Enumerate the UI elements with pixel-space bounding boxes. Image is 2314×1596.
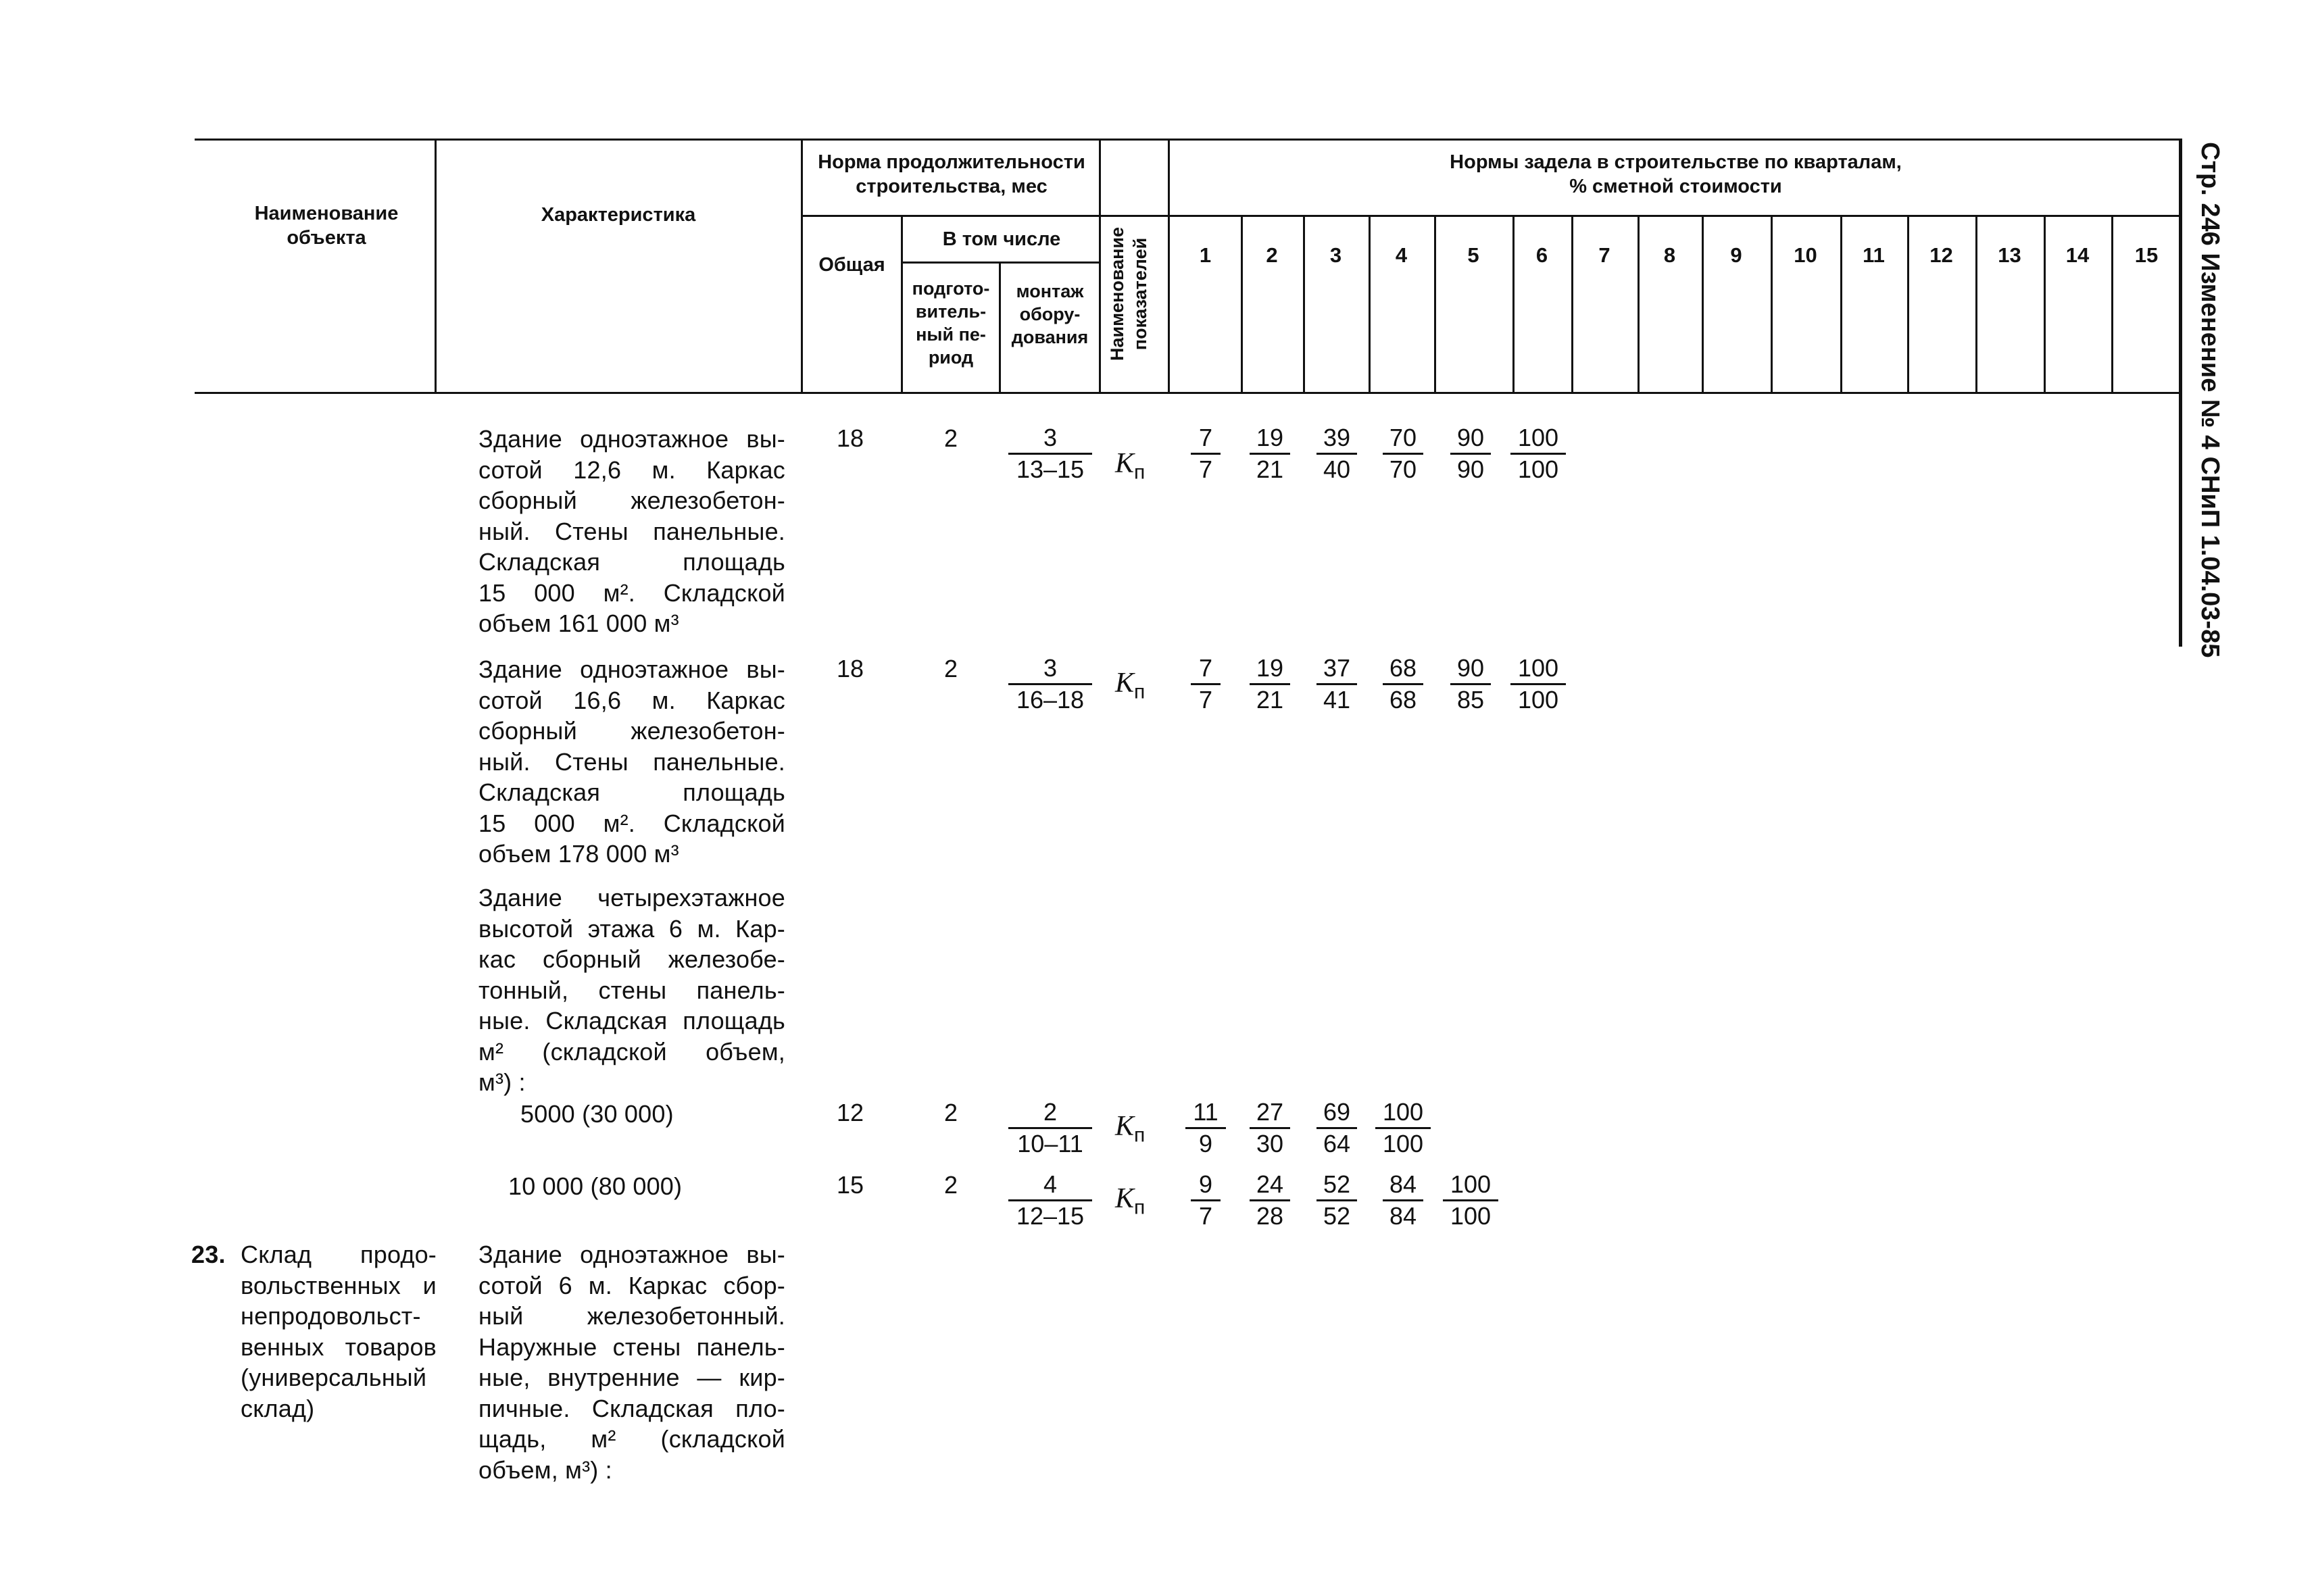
numerator: 24 (1256, 1170, 1284, 1198)
header-backlog-norms (1170, 150, 2182, 199)
quarter-number: 12 (1929, 243, 1953, 267)
quarter-number: 11 (1863, 243, 1885, 267)
text-line: щадь, м² (складской (478, 1425, 785, 1453)
denominator: 16–18 (1016, 686, 1085, 714)
row-4-prep: 2 (943, 1099, 958, 1126)
header-text: Нормы задела в строительстве по кварталам, (1450, 151, 1902, 173)
header-text: Наименование (1107, 226, 1127, 361)
numerator: 9 (1198, 1170, 1213, 1198)
quarter-col-rule (1434, 215, 1436, 393)
denominator: 85 (1456, 686, 1485, 714)
denominator: 68 (1389, 686, 1417, 714)
numerator: 3 (1043, 424, 1058, 451)
row-5-indicator (1115, 1182, 1145, 1219)
quarter-number: 3 (1329, 243, 1342, 267)
row-2-total: 18 (836, 655, 864, 682)
numerator: 69 (1323, 1098, 1351, 1126)
numerator: 100 (1450, 1170, 1492, 1198)
numerator: 19 (1256, 654, 1284, 682)
quarter-number: 15 (2134, 243, 2159, 267)
quarter-number: 6 (1535, 243, 1548, 267)
col-rule (435, 139, 437, 393)
text-line: объем, м³) : (478, 1455, 612, 1484)
text-line: Здание одноэтажное вы- (478, 425, 785, 453)
numerator: 90 (1456, 654, 1485, 682)
denominator: 41 (1323, 686, 1351, 714)
quarter-number: 2 (1266, 243, 1278, 267)
header-text: подгото- (912, 278, 990, 299)
numerator: 52 (1323, 1170, 1351, 1198)
text-line: сборный железобетон- (478, 487, 785, 514)
row-3-characteristic (478, 882, 785, 1098)
quarter-number: 14 (2065, 243, 2090, 267)
row-1-total: 18 (836, 424, 864, 452)
numerator: 100 (1517, 424, 1559, 451)
quarter-number: 7 (1598, 243, 1610, 267)
text-line: вольственных и (241, 1271, 437, 1299)
header-top-rule (195, 139, 2182, 141)
text-line: кас сборный железобе- (478, 945, 785, 973)
text-line: Складская площадь (478, 548, 785, 576)
quarter-number: 4 (1395, 243, 1408, 267)
numerator: 70 (1389, 424, 1417, 451)
header-object-name (222, 201, 431, 250)
row-4-install (1000, 1097, 1101, 1159)
text-line: пичные. Складская пло- (478, 1394, 785, 1422)
text-line: 10 000 (80 000) (508, 1172, 683, 1200)
denominator: 100 (1517, 686, 1559, 714)
denominator: 9 (1198, 1130, 1213, 1157)
denominator: 100 (1450, 1202, 1492, 1230)
denominator: 40 (1323, 455, 1351, 483)
denominator: 21 (1256, 455, 1284, 483)
denominator: 12–15 (1016, 1202, 1085, 1230)
text-line: 15 000 м². Складской (478, 578, 785, 607)
numerator: 19 (1256, 424, 1284, 451)
text-line: Складская площадь (478, 778, 785, 806)
row-6-number: 23. (191, 1241, 226, 1268)
indicator-symbol: K (1115, 668, 1135, 699)
header-text: объекта (287, 227, 366, 249)
text-line: 15 000 м². Складской (478, 809, 785, 837)
row-1-install (1000, 423, 1101, 484)
indicator-symbol: K (1115, 448, 1135, 479)
row-1-characteristic (478, 424, 785, 639)
row-2-prep: 2 (943, 655, 958, 682)
row-2-indicator (1115, 667, 1145, 703)
duration-divider (801, 215, 2182, 217)
denominator: 100 (1382, 1130, 1424, 1157)
numerator: 100 (1382, 1098, 1424, 1126)
header-indicator-name (1106, 209, 1152, 378)
header-text: показателей (1130, 237, 1150, 351)
quarter-number: 10 (1794, 243, 1817, 267)
numerator: 68 (1389, 654, 1417, 682)
header-text: монтаж (1016, 281, 1084, 301)
numerator: 39 (1323, 424, 1351, 451)
indicator-symbol: K (1115, 1111, 1135, 1142)
quarter-col-rule (1702, 215, 1704, 393)
text-line: Наружные стены панель- (478, 1332, 785, 1361)
quarter-col-rule (1638, 215, 1640, 393)
quarter-col-rule (1241, 215, 1243, 393)
quarter-number: 13 (1998, 243, 2021, 267)
numerator: 90 (1456, 424, 1485, 451)
header-bottom-rule (195, 392, 2182, 394)
denominator: 70 (1389, 455, 1417, 483)
quarter-number: 9 (1730, 243, 1742, 267)
text-line: объем 161 000 м³ (478, 609, 679, 637)
row-5-total: 15 (836, 1171, 864, 1199)
quarter-6-value (1487, 653, 1589, 715)
row-6-object-name (241, 1239, 437, 1424)
indicator-subscript: п (1134, 1124, 1146, 1147)
quarter-5-value (1420, 1170, 1521, 1231)
text-line: сотой 12,6 м. Каркас (478, 455, 785, 484)
quarter-6-value (1487, 423, 1589, 484)
quarter-col-rule (2044, 215, 2046, 393)
row-5-install (1000, 1170, 1101, 1231)
quarter-number: 5 (1467, 243, 1479, 267)
quarter-number: 8 (1663, 243, 1676, 267)
denominator: 21 (1256, 686, 1284, 714)
quarter-4-value (1352, 1097, 1454, 1159)
numerator: 84 (1389, 1170, 1417, 1198)
numerator: 100 (1517, 654, 1559, 682)
numerator: 27 (1256, 1098, 1284, 1126)
quarter-col-rule (1840, 215, 1842, 393)
row-2-characteristic (478, 654, 785, 870)
denominator: 7 (1198, 686, 1213, 714)
page-caption: Стр. 246 Изменение № 4 СНиП 1.04.03-85 (2196, 142, 2224, 658)
row-6-characteristic (478, 1239, 785, 1485)
header-text: строительства, мес (856, 176, 1048, 197)
header-characteristic: Характеристика (541, 204, 696, 226)
header-text: риод (928, 347, 974, 368)
quarter-col-rule (1907, 215, 1909, 393)
text-line: высотой этажа 6 м. Кар- (478, 914, 785, 943)
text-line: ные. Складская площадь (478, 1007, 785, 1034)
text-line: венных товаров (241, 1332, 437, 1361)
numerator: 37 (1323, 654, 1351, 682)
text-line: Склад продо- (241, 1241, 437, 1268)
denominator: 28 (1256, 1202, 1284, 1230)
quarter-number: 1 (1199, 243, 1212, 267)
denominator: 7 (1198, 455, 1213, 483)
denominator: 7 (1198, 1202, 1213, 1230)
text-line: ный. Стены панельные. (478, 517, 785, 545)
numerator: 2 (1043, 1098, 1058, 1126)
header-prep-period (903, 277, 999, 369)
text-line: ный железобетонный. (478, 1302, 785, 1330)
text-line: склад) (241, 1394, 315, 1422)
text-line: м² (складской объем, (478, 1037, 785, 1066)
row-4-characteristic (520, 1099, 791, 1130)
denominator: 13–15 (1016, 455, 1085, 483)
quarter-col-rule (1303, 215, 1305, 393)
numerator: 4 (1043, 1170, 1058, 1198)
row-4-indicator (1115, 1110, 1145, 1147)
text-line: (универсальный (241, 1364, 427, 1391)
header-total: Общая (818, 254, 885, 276)
quarter-col-rule (1975, 215, 1977, 393)
header-text: Норма продолжительности (818, 151, 1085, 173)
row-1-prep: 2 (943, 424, 958, 452)
indicator-subscript: п (1134, 461, 1146, 484)
text-line: Здание одноэтажное вы- (478, 655, 785, 683)
header-duration-norm (803, 150, 1100, 199)
denominator: 10–11 (1017, 1130, 1083, 1157)
text-line: тонный, стены панель- (478, 976, 785, 1004)
header-text: % сметной стоимости (1569, 176, 1782, 197)
quarter-col-rule (2111, 215, 2113, 393)
header-including: В том числе (942, 228, 1061, 250)
denominator: 90 (1456, 455, 1485, 483)
text-line: сотой 6 м. Каркас сбор- (478, 1271, 785, 1299)
text-line: ный. Стены панельные. (478, 747, 785, 776)
text-line: Здание четырехэтажное (478, 884, 785, 912)
header-text: витель- (915, 301, 987, 322)
text-line: сборный железобетон- (478, 717, 785, 745)
row-5-characteristic (508, 1171, 779, 1202)
numerator: 11 (1193, 1098, 1218, 1126)
denominator: 30 (1256, 1130, 1284, 1157)
quarter-col-rule (1771, 215, 1773, 393)
text-line: объем 178 000 м³ (478, 840, 679, 868)
header-text: Наименование (254, 203, 399, 224)
text-line: ные, внутренние — кир- (478, 1364, 785, 1391)
header-text: ный пе- (916, 324, 986, 345)
quarter-col-rule (1369, 215, 1371, 393)
text-line: Здание одноэтажное вы- (478, 1241, 785, 1268)
header-text: обору- (1019, 304, 1081, 324)
quarter-col-rule (1512, 215, 1515, 393)
numerator: 7 (1198, 424, 1213, 451)
indicator-subscript: п (1134, 680, 1146, 703)
indicator-symbol: K (1115, 1183, 1135, 1214)
text-line: сотой 16,6 м. Каркас (478, 686, 785, 714)
row-4-total: 12 (836, 1099, 864, 1126)
row-5-prep: 2 (943, 1171, 958, 1199)
row-2-install (1000, 653, 1101, 715)
text-line: непродовольст- (241, 1302, 421, 1330)
denominator: 84 (1389, 1202, 1417, 1230)
denominator: 64 (1323, 1130, 1351, 1157)
header-equipment-install (1001, 280, 1099, 349)
denominator: 52 (1323, 1202, 1351, 1230)
numerator: 3 (1043, 654, 1058, 682)
quarter-col-rule (1571, 215, 1573, 393)
numerator: 7 (1198, 654, 1213, 682)
header-text: дования (1011, 327, 1089, 347)
text-line: м³) : (478, 1068, 526, 1096)
text-line: 5000 (30 000) (520, 1100, 674, 1128)
row-1-indicator (1115, 447, 1145, 484)
indicator-subscript: п (1134, 1196, 1146, 1219)
denominator: 100 (1517, 455, 1559, 483)
